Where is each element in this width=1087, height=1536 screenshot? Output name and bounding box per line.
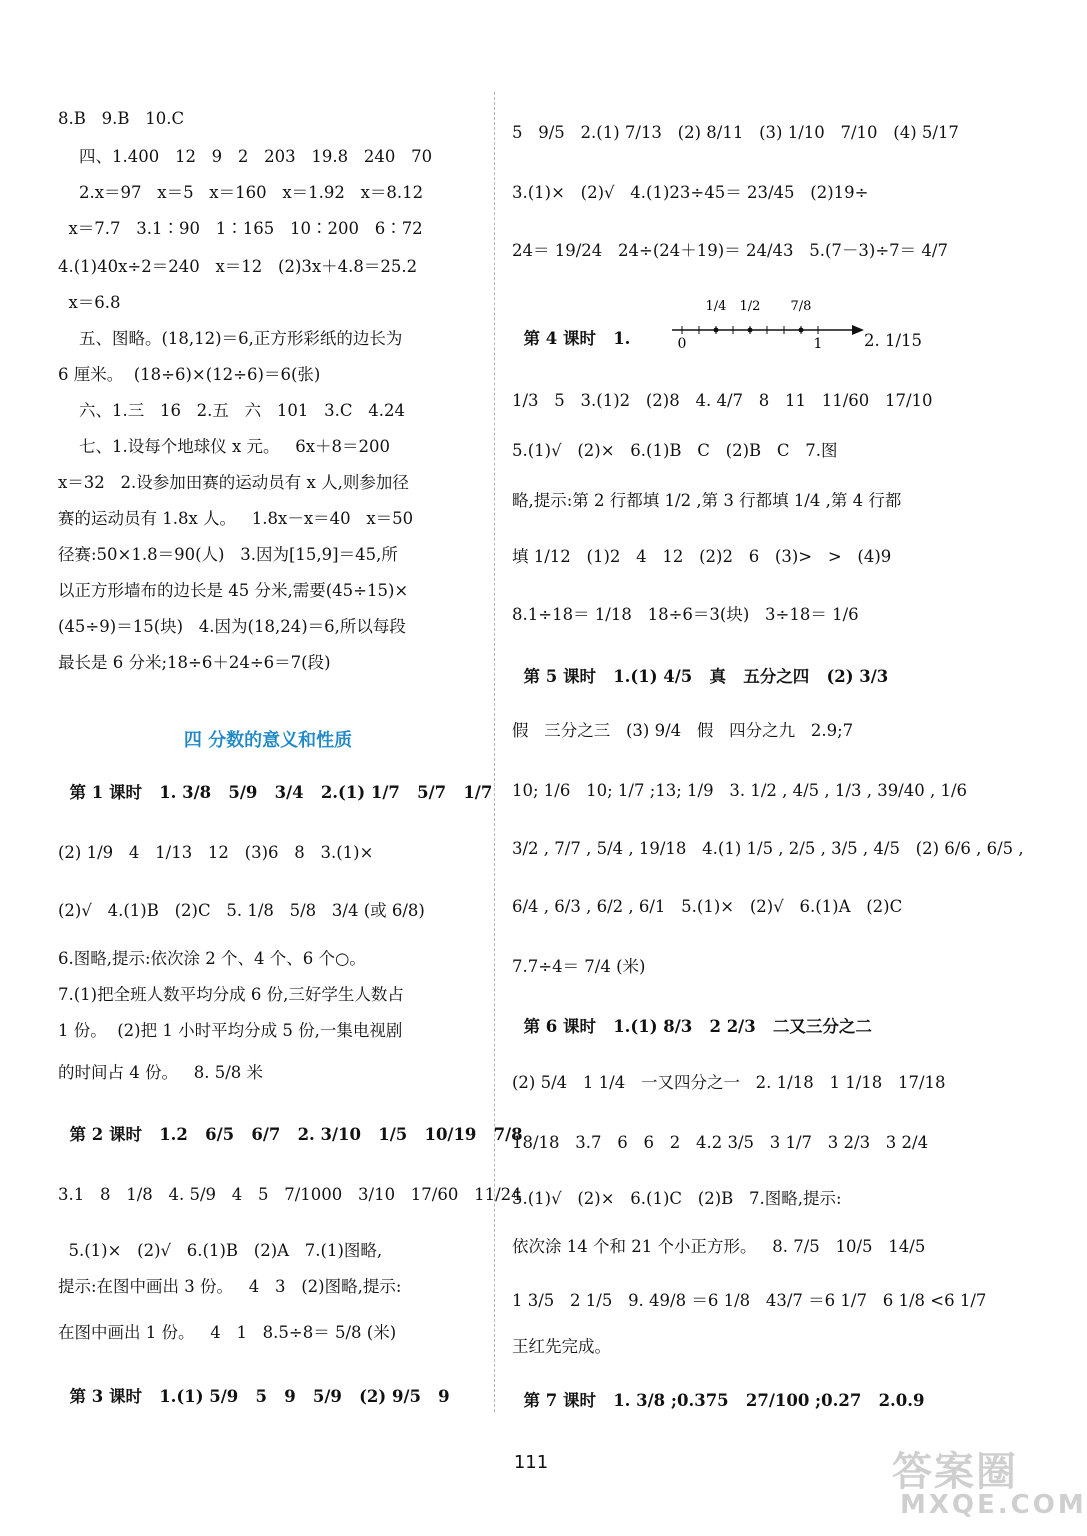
answer-line: 1 3/5 2 1/5 9. 49/8 ＝6 1/8 43/7 ＝6 1/7 6 1/8 <6 1/7 [512,1291,987,1310]
number-line-label-above: 1/2 [739,299,761,314]
answer-line: 在图中画出 1 份。 4 1 8.5÷8＝ 5/8 (米) [58,1323,397,1342]
answer-line: 以正方形墙布的边长是 45 分米,需要(45÷15)× [58,581,409,600]
page-number: 111 [513,1452,549,1473]
answer-line: 5 9/5 2.(1) 7/13 (2) 8/11 (3) 1/10 7/10 (4) 5/17 [512,123,959,142]
watermark-line2: MXQE.COM [900,1490,1087,1520]
answer-line: (45÷9)＝15(块) 4.因为(18,24)＝6,所以每段 [58,617,406,636]
answer-line: 18/18 3.7 6 6 2 4.2 3/5 3 1/7 3 2/3 3 2/4 [512,1133,929,1152]
answer-line: 7.(1)把全班人数平均分成 6 份,三好学生人数占 [58,985,404,1004]
answer-line: 赛的运动员有 1.8x 人。 1.8x－x＝40 x＝50 [58,509,414,528]
answer-line: 6 厘米。 (18÷6)×(12÷6)＝6(张) [58,365,321,384]
answer-line: 最长是 6 分米;18÷6＋24÷6＝7(段) [58,653,331,672]
answer-line: 提示:在图中画出 3 份。 4 3 (2)图略,提示: [58,1277,402,1296]
answer-line: (2) 5/4 1 1/4 一又四分之一 2. 1/18 1 1/18 17/18 [512,1073,946,1092]
answer-line: 2.x＝97 x＝5 x＝160 x＝1.92 x＝8.12 [58,183,424,202]
number-line-point [748,328,753,333]
number-line-point [799,328,804,333]
answer-line: 径赛:50×1.8＝90(人) 3.因为[15,9]＝45,所 [58,545,398,564]
answer-line: 第 6 课时 1.(1) 8/3 2 2/3 二又三分之二 [512,1017,872,1036]
answer-line: 1/3 5 3.(1)2 (2)8 4. 4/7 8 11 11/60 17/10 [512,391,933,410]
answer-line: 第 5 课时 1.(1) 4/5 真 五分之四 (2) 3/3 [512,667,889,686]
number-line-label-below: 1 [813,336,823,352]
answer-line: 四、1.400 12 9 2 203 19.8 240 70 [58,147,433,166]
number-line-labels [678,299,823,352]
answer-line: 依次涂 14 个和 21 个小正方形。 8. 7/5 10/5 14/5 [512,1237,926,1256]
answer-line: 第 4 课时 1. [512,329,631,348]
number-line-label-above: 7/8 [790,299,812,314]
answer-line: 24＝ 19/24 24÷(24＋19)＝ 24/43 5.(7－3)÷7＝ 4/7 [512,241,948,260]
watermark-line1: 答案圈 [892,1449,1018,1495]
answer-line: 3.1 8 1/8 4. 5/9 4 5 7/1000 3/10 17/60 11/24 [58,1185,522,1204]
number-line-point [714,328,719,333]
answer-line: 王红先完成。 [512,1337,611,1356]
answer-line: x＝6.8 [58,293,121,312]
answer-line: 3/2 , 7/7 , 5/4 , 19/18 4.(1) 1/5 , 2/5 , 3/5 , 4/5 (2) 6/6 , 6/5 , [512,839,1024,858]
answer-line: 6.图略,提示:依次涂 2 个、4 个、6 个○。 [58,949,366,968]
answer-line: 10; 1/6 10; 1/7 ;13; 1/9 3. 1/2 , 4/5 , 1/3 , 39/40 , 1/6 [512,781,968,800]
answer-line: 1 份。 (2)把 1 小时平均分成 5 份,一集电视剧 [58,1021,403,1040]
answer-line: (2) 1/9 4 1/13 12 (3)6 8 3.(1)× [58,843,374,862]
answer-line: 假 三分之三 (3) 9/4 假 四分之九 2.9;7 [512,721,854,740]
answer-line: 5.(1)× (2)√ 6.(1)B (2)A 7.(1)图略, [58,1241,383,1260]
answer-line: 第 7 课时 1. 3/8 ;0.375 27/100 ;0.27 2.0.9 [512,1391,925,1410]
answer-line: x＝32 2.设参加田赛的运动员有 x 人,则参加径 [58,473,409,492]
answer-line: 七、1.设每个地球仪 x 元。 6x＋8＝200 [58,437,391,456]
answer-line: (2)√ 4.(1)B (2)C 5. 1/8 5/8 3/4 (或 6/8) [58,901,425,920]
section-title: 四 分数的意义和性质 [183,730,353,751]
answer-line: 8.B 9.B 10.C [58,109,185,128]
watermark-logo [884,1440,1087,1526]
number-line-label-below: 0 [677,336,687,352]
answer-line: 填 1/12 (1)2 4 12 (2)2 6 (3)> > (4)9 [512,547,892,566]
answer-line: 六、1.三 16 2.五 六 101 3.C 4.24 [58,401,405,420]
answer-line: 的时间占 4 份。 8. 5/8 米 [58,1063,264,1082]
answer-line: 4.(1)40x÷2＝240 x＝12 (2)3x＋4.8＝25.2 [58,257,418,276]
answer-line: 5.(1)√ (2)× 6.(1)B C (2)B C 7.图 [512,441,838,460]
answer-line: 5.(1)√ (2)× 6.(1)C (2)B 7.图略,提示: [512,1189,842,1208]
answer-line: 略,提示:第 2 行都填 1/2 ,第 3 行都填 1/4 ,第 4 行都 [512,491,902,510]
number-line-label-above: 1/4 [705,299,727,314]
number-line-arrow-icon [852,325,864,335]
number-line-answer: 2. 1/15 [864,331,923,350]
answer-line: 第 3 课时 1.(1) 5/9 5 9 5/9 (2) 9/5 9 [58,1387,450,1406]
answer-line: 6/4 , 6/3 , 6/2 , 6/1 5.(1)× (2)√ 6.(1)A (2)C [512,897,903,916]
answer-line: x＝7.7 3.1∶90 1∶165 10∶200 6∶72 [58,219,423,238]
answer-line: 第 2 课时 1.2 6/5 6/7 2. 3/10 1/5 10/19 7/8 [58,1125,523,1144]
answer-line: 8.1÷18＝ 1/18 18÷6＝3(块) 3÷18＝ 1/6 [512,605,859,624]
answer-line: 第 1 课时 1. 3/8 5/9 3/4 2.(1) 1/7 5/7 1/7 [58,783,493,802]
answer-line: 3.(1)× (2)√ 4.(1)23÷45＝ 23/45 (2)19÷ [512,183,869,202]
number-line-figure [662,288,882,350]
column-divider [494,92,495,1412]
answer-line: 7.7÷4＝ 7/4 (米) [512,957,646,976]
answer-line: 五、图略。(18,12)＝6,正方形彩纸的边长为 [58,329,403,348]
